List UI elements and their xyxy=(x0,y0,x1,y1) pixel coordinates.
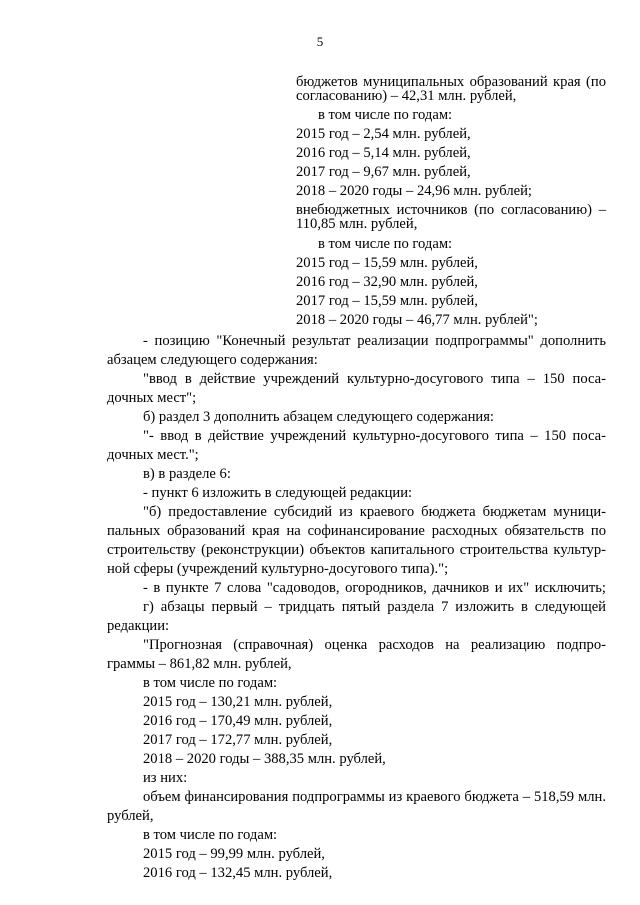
text-line: из них: xyxy=(143,770,188,786)
text-line: пальных образований края на софинансирование расходных обязательств по xyxy=(107,523,606,539)
text-line: 2015 год – 99,99 млн. рублей, xyxy=(143,846,325,862)
text-line: "б) предоставление субсидий из краевого бюджета бюджетам муници- xyxy=(143,504,606,520)
text-line: редакции: xyxy=(107,618,170,634)
text-line: строительству (реконструкции) объектов капитального строительства культур- xyxy=(107,542,606,558)
text-line: - позицию "Конечный результат реализации подпрограммы" дополнить xyxy=(143,333,606,349)
text-line: 2016 год – 170,49 млн. рублей, xyxy=(143,713,333,729)
text-line: 2017 год – 9,67 млн. рублей, xyxy=(296,164,471,180)
text-line: дочных мест."; xyxy=(107,447,199,463)
page-number: 5 xyxy=(316,34,324,49)
text-line: 2018 – 2020 годы – 24,96 млн. рублей; xyxy=(296,183,532,199)
text-line: ной сферы (учреждений культурно-досугового типа)."; xyxy=(107,561,449,577)
text-line: "- ввод в действие учреждений культурно-досугового типа – 150 поса- xyxy=(143,428,606,444)
text-line: б) раздел 3 дополнить абзацем следующего содержания: xyxy=(143,409,494,425)
text-line: 2015 год – 2,54 млн. рублей, xyxy=(296,126,471,142)
text-line: в том числе по годам: xyxy=(143,675,278,691)
text-line: в) в разделе 6: xyxy=(143,466,231,482)
text-line: дочных мест"; xyxy=(107,390,197,406)
text-line: г) абзацы первый – тридцать пятый раздела 7 изложить в следующей xyxy=(143,599,606,615)
text-line: 2018 – 2020 годы – 388,35 млн. рублей, xyxy=(143,751,386,767)
text-line: 2017 год – 172,77 млн. рублей, xyxy=(143,732,333,748)
text-line: внебюджетных источников (по согласованию) – xyxy=(296,202,606,218)
text-line: 2016 год – 5,14 млн. рублей, xyxy=(296,145,471,161)
text-line: 2016 год – 32,90 млн. рублей, xyxy=(296,274,478,290)
text-line: - пункт 6 изложить в следующей редакции: xyxy=(143,485,413,501)
text-line: в том числе по годам: xyxy=(143,827,278,843)
text-line: "Прогнозная (справочная) оценка расходов на реализацию подпро- xyxy=(143,637,606,653)
text-line: "ввод в действие учреждений культурно-досугового типа – 150 поса- xyxy=(143,371,606,387)
text-line: 2016 год – 132,45 млн. рублей, xyxy=(143,865,333,881)
text-line: в том числе по годам: xyxy=(318,107,453,123)
text-line: граммы – 861,82 млн. рублей, xyxy=(107,656,292,672)
text-line: 2015 год – 15,59 млн. рублей, xyxy=(296,255,478,271)
text-line: бюджетов муниципальных образований края (по xyxy=(296,74,606,90)
text-line: абзацем следующего содержания: xyxy=(107,352,318,368)
text-line: согласованию) – 42,31 млн. рублей, xyxy=(296,88,517,104)
text-line: 2015 год – 130,21 млн. рублей, xyxy=(143,694,333,710)
text-line: 110,85 млн. рублей, xyxy=(296,216,418,232)
text-line: 2018 – 2020 годы – 46,77 млн. рублей"; xyxy=(296,312,538,328)
text-line: рублей, xyxy=(107,808,154,824)
text-line: объем финансирования подпрограммы из краевого бюджета – 518,59 млн. xyxy=(143,789,606,805)
text-line: - в пункте 7 слова "садоводов, огородников, дачников и их" исключить; xyxy=(143,580,606,596)
text-line: 2017 год – 15,59 млн. рублей, xyxy=(296,293,478,309)
text-line: в том числе по годам: xyxy=(318,236,453,252)
